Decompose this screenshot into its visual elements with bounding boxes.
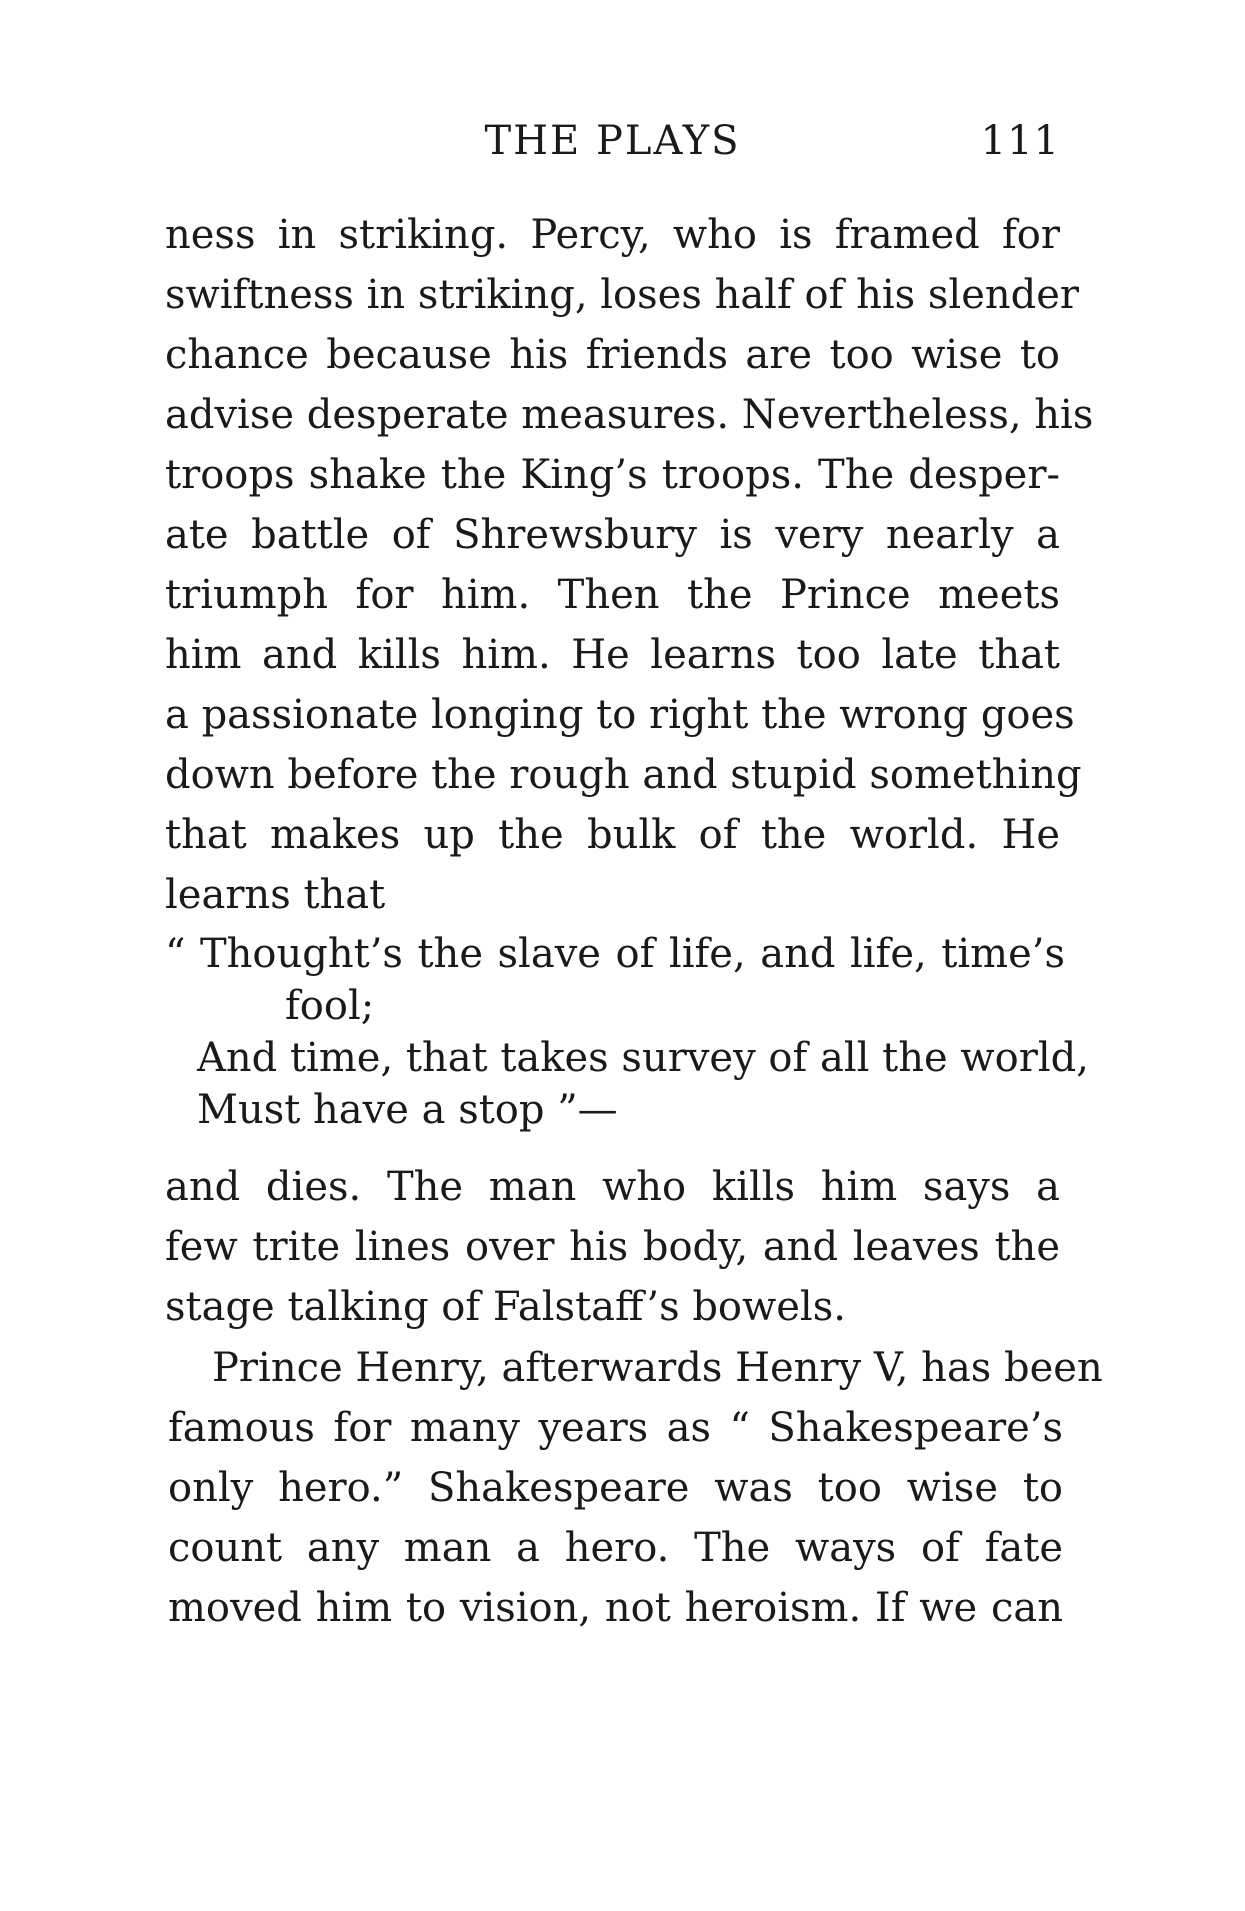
text-line: troops shake the King’s troops. The desper- <box>165 452 1060 498</box>
text-line: chance because his friends are too wise to <box>165 332 1060 378</box>
text-line: that makes up the bulk of the world. He <box>165 812 1060 858</box>
text-line: few trite lines over his body, and leaves the <box>165 1224 1060 1270</box>
paragraph-1 <box>165 205 1094 925</box>
page-number: 111 <box>980 118 1060 164</box>
running-title: THE PLAYS <box>484 118 741 164</box>
text-line: a passionate longing to right the wrong goes <box>165 692 1075 738</box>
text-line: and dies. The man who kills him says a <box>165 1164 1060 1210</box>
page-header <box>165 118 1060 178</box>
text-line: learns that <box>165 872 386 918</box>
text-line: down before the rough and stupid something <box>165 752 1082 798</box>
text-line: count any man a hero. The ways of fate <box>168 1525 1063 1571</box>
text-line: stage talking of Falstaff’s bowels. <box>165 1284 846 1330</box>
verse-line: And time, that takes survey of all the world, <box>197 1035 1089 1081</box>
text-line: moved him to vision, not heroism. If we can <box>168 1585 1063 1631</box>
text-line: ness in striking. Percy, who is framed for <box>165 212 1060 258</box>
paragraph-2 <box>165 1157 1060 1337</box>
verse-line: “ Thought’s the slave of life, and life, time’s <box>165 931 1065 977</box>
text-line: triumph for him. Then the Prince meets <box>165 572 1060 618</box>
verse-line: Must have a stop ”— <box>197 1087 618 1133</box>
text-line: only hero.” Shakespeare was too wise to <box>168 1465 1063 1511</box>
text-line: advise desperate measures. Nevertheless, his <box>165 392 1094 438</box>
text-line: him and kills him. He learns too late that <box>165 632 1060 678</box>
text-line: swiftness in striking, loses half of his slender <box>165 272 1080 318</box>
text-line: ate battle of Shrewsbury is very nearly a <box>165 512 1060 558</box>
verse-line: fool; <box>285 983 375 1029</box>
paragraph-3 <box>168 1338 1103 1638</box>
text-line: famous for many years as “ Shakespeare’s <box>168 1405 1063 1451</box>
verse-quotation <box>165 928 1089 1136</box>
text-line: Prince Henry, afterwards Henry V, has been <box>212 1345 1103 1391</box>
